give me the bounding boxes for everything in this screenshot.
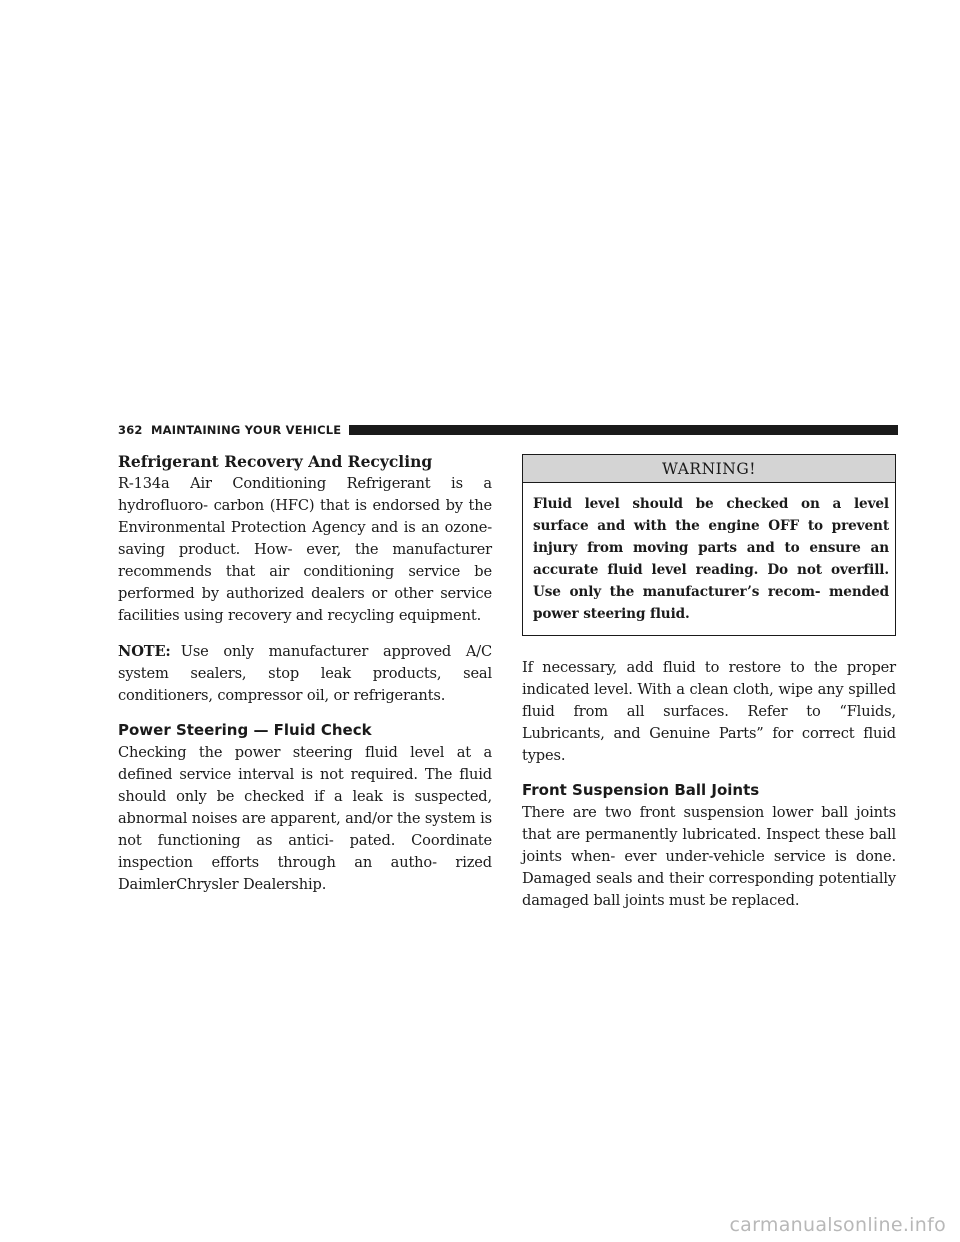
power-steering-heading: Power Steering — Fluid Check	[118, 721, 372, 739]
ball-joints-paragraph: There are two front suspension lower ball joints that are permanently lubricated. Inspect these ball joints when- ever under-vehicle service is done. Damaged seals and their corresponding potentially damaged ball joints must be replaced.	[522, 804, 896, 909]
page-header-text	[118, 423, 341, 437]
ball-joints-heading: Front Suspension Ball Joints	[522, 781, 760, 799]
page-header	[118, 421, 898, 439]
left-column	[118, 452, 492, 910]
refrigerant-heading: Refrigerant Recovery And Recycling	[118, 452, 433, 471]
watermark: carmanualsonline.info	[729, 1214, 946, 1236]
section-title: MAINTAINING YOUR VEHICLE	[151, 423, 342, 437]
page-number: 362	[118, 423, 143, 437]
header-rule-bar	[349, 425, 898, 435]
note-text: Use only manufacturer approved A/C system sealers, stop leak products, seal conditioners, compressor oil, or refrigerants.	[118, 643, 492, 704]
refrigerant-paragraph: R-134a Air Conditioning Refrigerant is a hydrofluoro- carbon (HFC) that is endorsed by the Environmental Protection Agency and is an ozone-saving product. How- ever, the manufacturer recommends that air conditioning service be performed by authorized dealers or other service facilities using recovery and recycling equipment.	[118, 475, 492, 624]
warning-box	[522, 454, 896, 636]
note-paragraph	[118, 641, 492, 707]
power-steering-paragraph: Checking the power steering fluid level at a defined service interval is not required. The fluid should only be checked if a leak is suspected, abnormal noises are apparent, and/or the system is not functioning as antici- pated. Coordinate inspection efforts through an autho- rized DaimlerChrysler Dealership.	[118, 744, 492, 893]
right-column	[522, 452, 896, 926]
warning-body: Fluid level should be checked on a level surface and with the engine OFF to prevent injury from moving parts and to ensure an accurate fluid level reading. Do not overfill. Use only the manufacturer’s recom- mended power steering fluid.	[533, 496, 889, 622]
warning-title: WARNING!	[523, 455, 895, 483]
fluid-add-paragraph: If necessary, add fluid to restore to the proper indicated level. With a clean cloth, wipe any spilled fluid from all surfaces. Refer to “Fluids, Lubricants, and Genuine Parts” for correct fluid types.	[522, 659, 896, 764]
note-label: NOTE:	[118, 643, 171, 660]
